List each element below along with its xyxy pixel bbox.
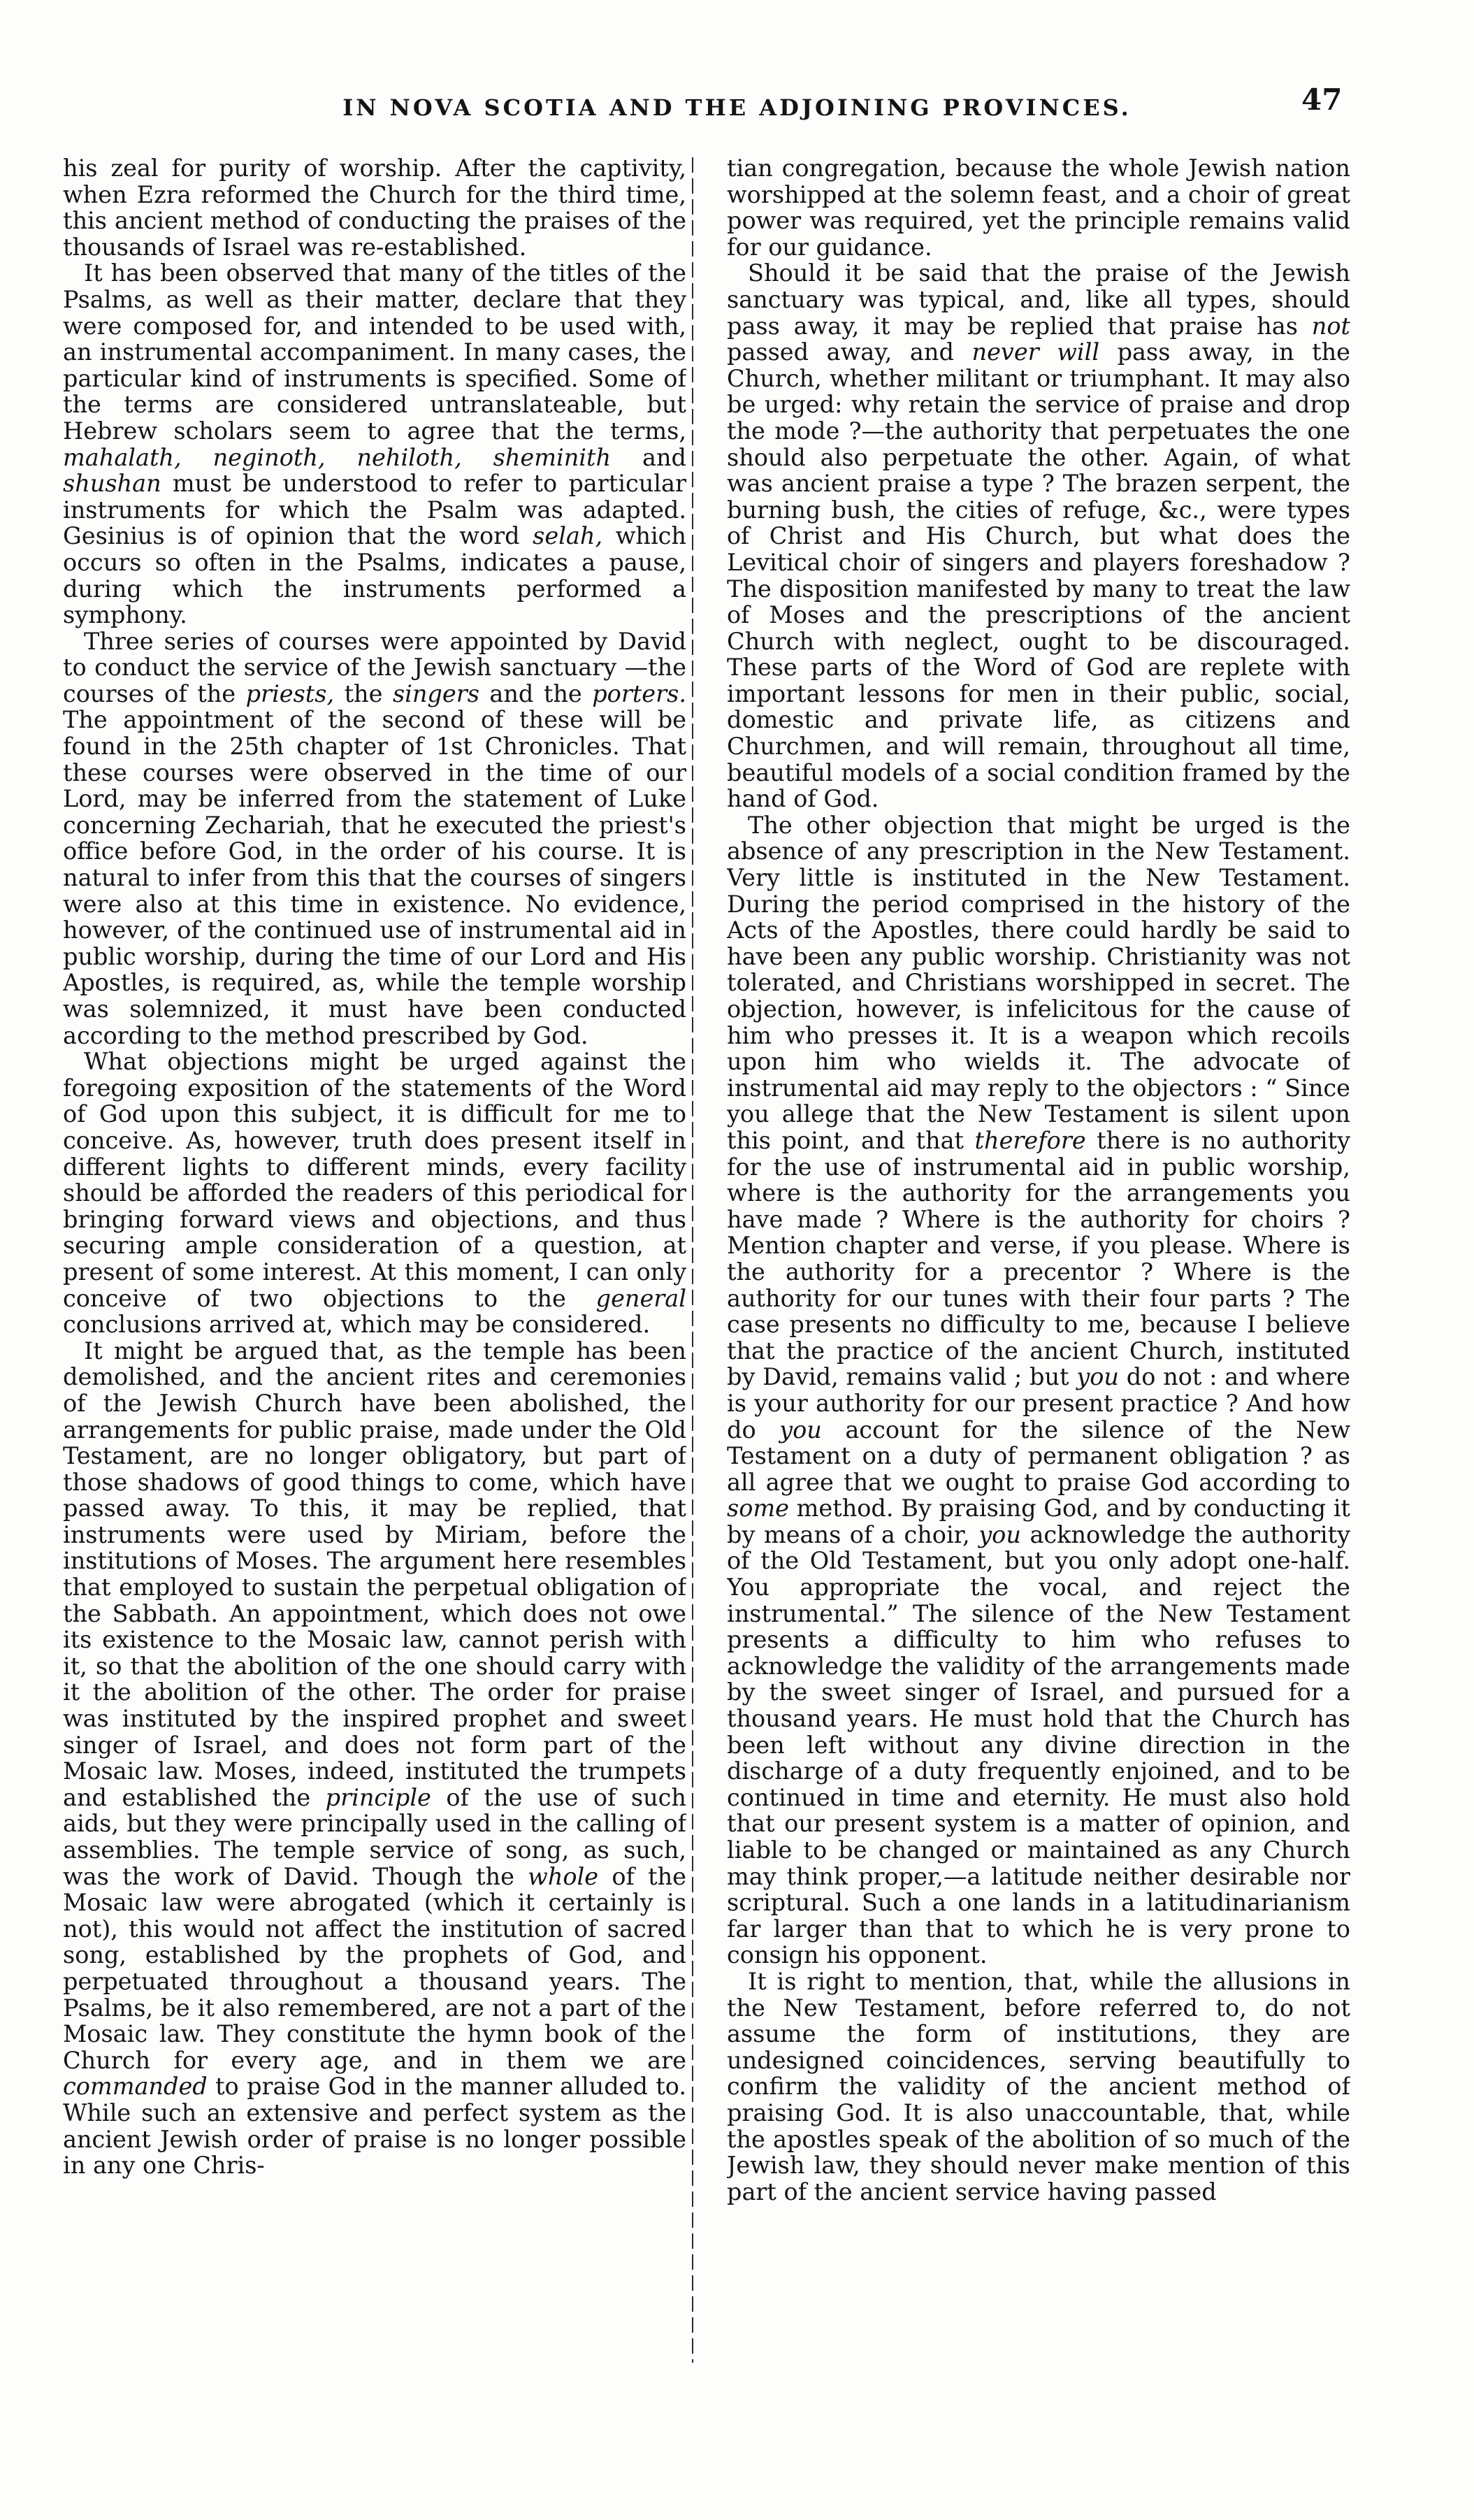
italic-text-run: principle [325, 1783, 431, 1811]
paragraph [727, 1968, 1350, 2205]
column-divider [692, 157, 693, 2363]
text-run: his zeal for purity of worship. After the captivity, when Ezra reformed the Church for the third time, this ancient method of conducting the praises of the thousands of Israel was re-established. [63, 155, 686, 261]
left-column [63, 155, 686, 2364]
text-run: account for the silence of the New Testament on a duty of permanent obligation ? as all agree that we ought to praise God according to [727, 1416, 1350, 1496]
text-run: The other objection that might be urged is the absence of any prescription in the New Testament. Very little is instituted in the New Testament. During the period comprised in the history of the Acts of the Apostles, there could hardly be said to have been any public worship. Christianity was not tolerated, and Christians worshipped in secret. The objection, however, is infelicitous for the cause of him who presses it. It is a weapon which recoils upon him who wields it. The advocate of instrumental aid may reply to the objectors : “ Since you allege that the New Testament is silent upon this point, and that [727, 811, 1350, 1154]
italic-text-run: priests, [245, 679, 335, 707]
text-run: The appointment of the second of these will be found in the 25th chapter of 1st Chronicles. That these courses were observed in the time of our Lord, may be inferred from the statement of Luke concerning Zechariah, that he executed the priest's office before God, in the order of his course. It is natural to infer from this that the courses of singers were also at this time in existence. No evidence, however, of the continued use of instrumental aid in public worship, during the time of our Lord and His Apostles, is required, as, while the temple worship was solemnized, it must have been conducted according to the method prescribed by God. [63, 706, 686, 1049]
text-run: of the Mosaic law were abrogated (which it certainly is not), this would not affect the institution of sacred song, established by the prophets of God, and perpetuated throughout a thousand years. The Psalms, be it also remembered, are not a part of the Mosaic law. They constitute the hymn book of the Church for every age, and in them we are [63, 1862, 686, 2074]
right-column [727, 155, 1350, 2364]
text-run: tian congregation, because the whole Jewish nation worshipped at the solemn feast, and a choir of great power was required, yet the principle remains valid for our guidance. [727, 155, 1350, 261]
text-run: passed away, and [727, 338, 972, 366]
text-run: method. By praising God, and by conducting it by means of a choir, [727, 1495, 1350, 1548]
paragraph [727, 155, 1350, 260]
paragraph [63, 1049, 686, 1338]
text-run: It is right to mention, that, while the allusions in the New Testament, before referred to, do not assume the form of institutions, they are undesigned coincidences, serving beautifully to confirm the validity of the ancient method of praising God. It is also unaccountable, that, while the apostles speak of the abolition of so much of the Jewish law, they should never make mention of this part of the ancient service having passed [727, 1967, 1350, 2205]
text-run: do not : and where is your authority for our present practice ? And how do [727, 1363, 1350, 1443]
paragraph [63, 628, 686, 1049]
text-run: acknowledge the authority of the Old Testament, but you only adopt one-half. You appropriate the vocal, and reject the instrumental.” The silence of the New Testament presents a difficulty to him who refuses to acknowledge the validity of the arrangements made by the sweet singer of Israel, and pursued for a thousand years. He must hold that the Church has been left without any divine direction in the discharge of a duty frequently enjoined, and to be continued in time and eternity. He must also hold that our present system is a matter of opinion, and liable to be changed or maintained as any Church may think proper,—a latitude neither desirable nor scriptural. Such a one lands in a latitudinarianism far larger than that to which he is very prone to consign his opponent. [727, 1520, 1350, 1969]
italic-text-run: you [1076, 1363, 1119, 1391]
running-head: IN NOVA SCOTIA AND THE ADJOINING PROVINCES. [342, 94, 1132, 121]
paragraph [63, 260, 686, 628]
text-run: and the [479, 679, 593, 707]
italic-text-run: commanded [63, 2073, 208, 2101]
italic-text-run: never will [971, 338, 1100, 366]
text-run: pass away, in the Church, whether militant or triumphant. It may also be urged: why retain the service of praise and drop the mode ?—the authority that perpetuates the one should also perpetuate the other. Again, of what was ancient praise a type ? The brazen serpent, the burning bush, the cities of refuge, &c., were types of Christ and His Church, but what does the Levitical choir of singers and players foreshadow ? The disposition manifested by many to treat the law of Moses and the prescriptions of the ancient Church with neglect, ought to be discouraged. These parts of the Word of God are replete with important lessons for men in their public, social, domestic and private life, as citizens and Churchmen, and will remain, throughout all time, beautiful models of a social condition framed by the hand of God. [727, 338, 1350, 813]
italic-text-run: singers [392, 679, 479, 707]
text-run: Should it be said that the praise of the Jewish sanctuary was typical, and, like all types, should pass away, it may be replied that praise has [727, 259, 1350, 340]
italic-text-run: mahalath, neginoth, nehiloth, sheminith [63, 443, 612, 471]
text-run: the [334, 679, 393, 707]
text-run: It has been observed that many of the titles of the Psalms, as well as their matter, declare that they were composed for, and intended to be used with, an instrumental accompaniment. In many cases, the particular kind of instruments is specified. Some of the terms are considered untranslateable, but Hebrew scholars seem to agree that the terms, [63, 259, 686, 445]
italic-text-run: some [727, 1495, 789, 1522]
paragraph [727, 812, 1350, 1968]
italic-text-run: whole [528, 1862, 599, 1890]
text-run: of the use of such aids, but they were principally used in the calling of assemblies. The temple service of song, as such, was the work of David. Though the [63, 1783, 686, 1890]
text-run: Three series of courses were appointed by David to conduct the service of the Jewish sanctuary —the courses of the [63, 627, 686, 707]
paragraph [727, 260, 1350, 812]
italic-text-run: you [779, 1416, 822, 1443]
text-run: which occurs so often in the Psalms, indicates a pause, during which the instruments performed a symphony. [63, 522, 686, 629]
text-run: and [611, 443, 686, 471]
italic-text-run: you [978, 1520, 1021, 1548]
italic-text-run: general [595, 1284, 686, 1312]
page-number: 47 [1301, 82, 1343, 117]
paragraph [63, 155, 686, 260]
text-run: It might be argued that, as the temple has been demolished, and the ancient rites and ceremonies of the Jewish Church have been abolished, the arrangements for public praise, made under the Old Testament, are no longer obligatory, but part of those shadows of good things to come, which have passed away. To this, it may be replied, that instruments were used by Miriam, before the institutions of Moses. The argument here resembles that employed to sustain the perpetual obligation of the Sabbath. An appointment, which does not owe its existence to the Mosaic law, cannot perish with it, so that the abolition of the one should carry with it the abolition of the other. The order for praise was instituted by the inspired prophet and sweet singer of Israel, and does not form part of the Mosaic law. Moses, indeed, instituted the trumpets and established the [63, 1337, 686, 1811]
italic-text-run: selah, [533, 522, 603, 550]
italic-text-run: porters. [592, 679, 686, 707]
italic-text-run: not [1311, 312, 1350, 340]
text-run: What objections might be urged against the foregoing exposition of the statements of the Word of God upon this subject, it is difficult for me to conceive. As, however, truth does present itself in different lights to different minds, every facility should be afforded the readers of this periodical for bringing forward views and objections, and thus securing ample consideration of a question, at present of some interest. At this moment, I can only conceive of two objections to the [63, 1048, 686, 1312]
paragraph [63, 1338, 686, 2179]
italic-text-run: shushan [63, 470, 161, 498]
text-run: to praise God in the manner alluded to. While such an extensive and perfect system as the ancient Jewish order of praise is no longer possible in any one Chris- [63, 2073, 686, 2180]
italic-text-run: therefore [974, 1126, 1086, 1154]
text-run: conclusions arrived at, which may be considered. [63, 1311, 651, 1339]
text-run: there is no authority for the use of instrumental aid in public worship, where is the authority for the arrangements you have made ? Where is the authority for choirs ? Mention chapter and verse, if you please. Where is the authority for a precentor ? Where is the authority for our tunes with their four parts ? The case presents no difficulty to me, because I believe that the practice of the ancient Church, instituted by David, remains valid ; but [727, 1126, 1350, 1391]
text-run: must be understood to refer to particular instruments for which the Psalm was adapted. Gesinius is of opinion that the word [63, 470, 686, 550]
